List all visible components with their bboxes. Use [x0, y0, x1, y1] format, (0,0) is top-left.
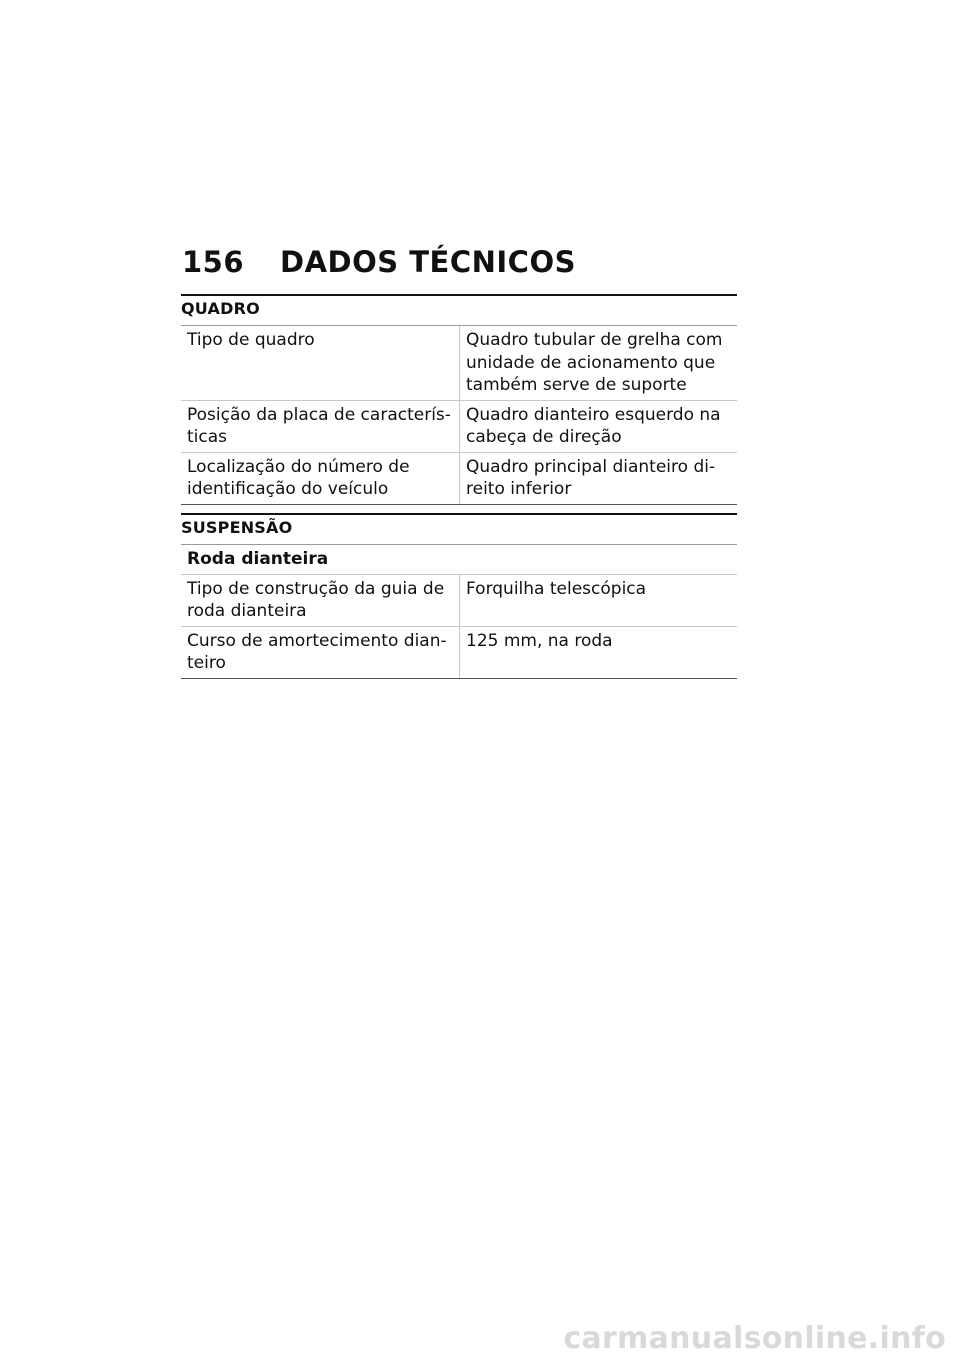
spec-subheading: Roda dianteira [181, 545, 737, 574]
table-row [181, 574, 737, 626]
page-title: DADOS TÉCNICOS [280, 245, 576, 279]
section-frame [181, 294, 737, 505]
spec-value: 125 mm, na roda [460, 626, 738, 678]
spec-table [181, 326, 737, 505]
spec-value: Quadro dianteiro esquerdo na cabeça de direção [460, 400, 738, 452]
page-header [182, 244, 742, 280]
spec-table [181, 545, 737, 679]
section-suspension [181, 513, 737, 679]
spec-label: Tipo de quadro [181, 326, 460, 400]
section-title: QUADRO [181, 294, 737, 326]
spec-label: Curso de amortecimento dian-teiro [181, 626, 460, 678]
spec-label: Posição da placa de caracterís-ticas [181, 400, 460, 452]
watermark: carmanualsonline.info [563, 1321, 946, 1356]
spec-label: Tipo de construção da guia de roda dianteira [181, 574, 460, 626]
table-row [181, 626, 737, 678]
spec-label: Localização do número de identificação do veículo [181, 452, 460, 504]
section-title: SUSPENSÃO [181, 513, 737, 545]
table-row [181, 400, 737, 452]
table-row [181, 452, 737, 504]
spec-value: Quadro tubular de grelha com unidade de acionamento que também serve de suporte [460, 326, 738, 400]
table-subheading-row [181, 545, 737, 574]
spec-value: Quadro principal dianteiro di-reito inferior [460, 452, 738, 504]
table-row [181, 326, 737, 400]
spec-value: Forquilha telescópica [460, 574, 738, 626]
page-number: 156 [182, 245, 245, 279]
